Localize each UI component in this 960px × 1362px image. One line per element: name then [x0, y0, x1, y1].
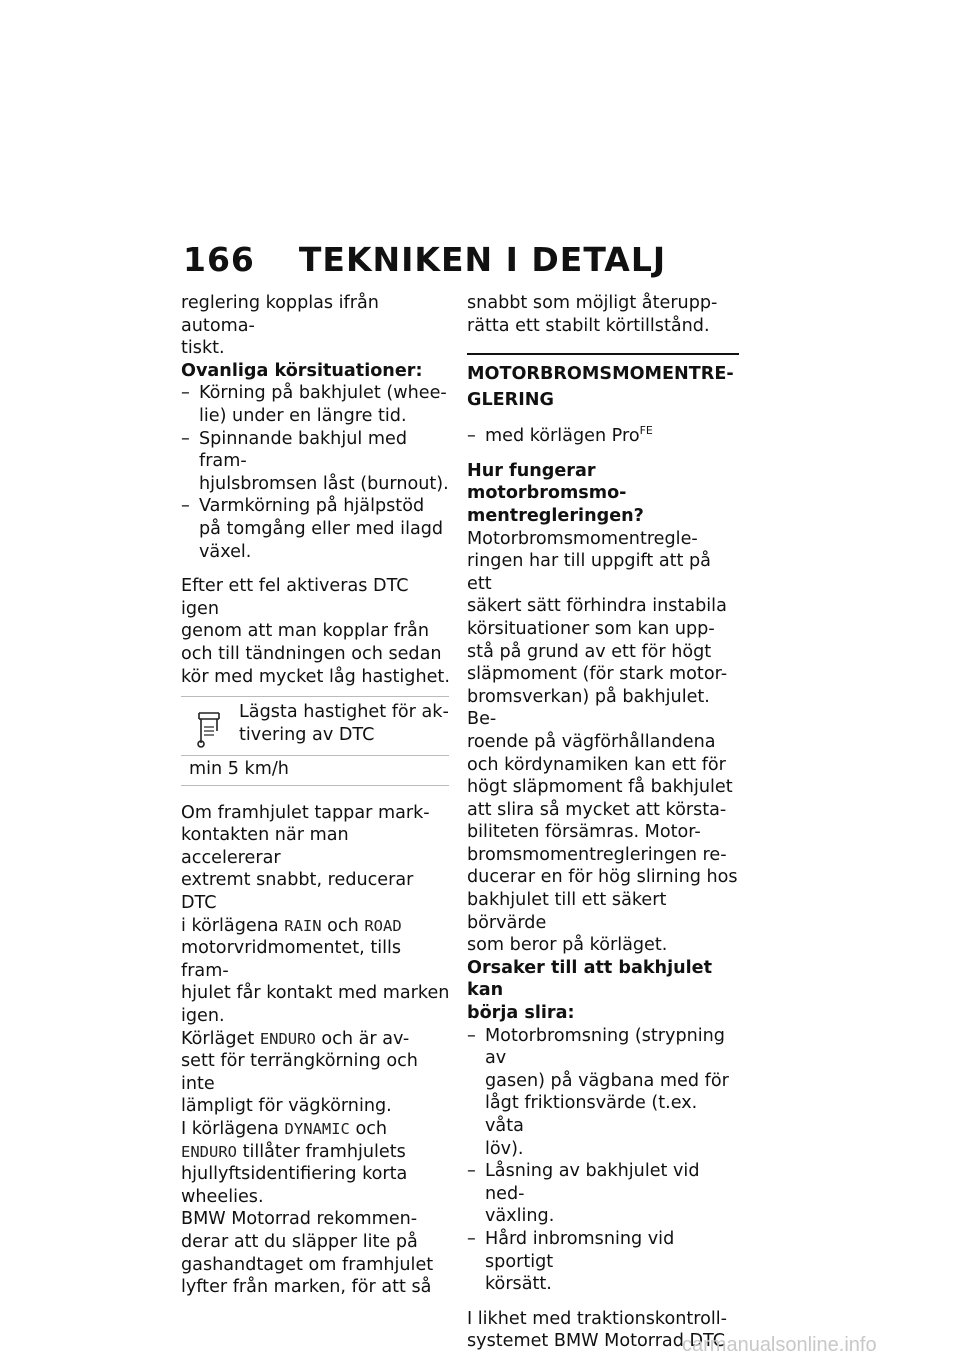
- spec-value: min 5 km/h: [181, 755, 449, 785]
- mode-dynamic: DYNAMIC: [284, 1120, 350, 1138]
- right-column: [467, 292, 739, 1353]
- superscript-fe: FE: [639, 424, 653, 438]
- list-item: – Spinnande bakhjul med fram- hjulsbromsen låst (burnout).: [181, 428, 451, 496]
- paragraph-enduro: Körläget ENDURO och är av- sett för terrängkörning och inte lämpligt för vägkörning.: [181, 1028, 418, 1117]
- unusual-situations-heading: Ovanliga körsituationer:: [181, 360, 423, 381]
- paragraph-wheelies: I körlägena DYNAMIC och ENDURO tillåter framhjulets hjullyftsidentifiering korta wheelies.: [181, 1119, 408, 1207]
- spec-header: [181, 697, 449, 755]
- list-item: – Motorbromsning (strypning av gasen) på vägbana med för lågt friktionsvärde (t.ex. våta löv).: [467, 1025, 739, 1161]
- paragraph-continued: snabbt som möjligt återupp- rätta ett stabilt körtillstånd.: [467, 293, 718, 336]
- list-item: – Körning på bakhjulet (whee- lie) under en längre tid.: [181, 382, 451, 427]
- how-it-works-heading: Hur fungerar motorbromsmo- mentregleringen?: [467, 460, 644, 526]
- riding-mode-list: [467, 425, 739, 448]
- mode-enduro: ENDURO: [259, 1029, 316, 1048]
- wrench-spec-icon: [195, 709, 223, 749]
- paragraph-front-wheel-lift: Om framhjulet tappar mark- kontakten när man accelererar extremt snabbt, reducerar DTC i körlägena RAIN och ROAD motorvridmomentet, tills fram- hjulet får kontakt med marken igen.: [181, 802, 450, 1027]
- list-item: – med körlägen Pro$^{FE}$: [467, 425, 739, 448]
- paragraph-dtc-reactivate: Efter ett fel aktiveras DTC igen genom att man kopplar från och till tändningen och sedan kör med mycket låg hastighet.: [181, 576, 450, 687]
- mode-road: ROAD: [364, 916, 402, 935]
- page-header: [183, 240, 666, 279]
- chapter-title: TEKNIKEN I DETALJ: [298, 240, 667, 279]
- left-column: [181, 292, 451, 1299]
- paragraph-intro: reglering kopplas ifrån automa- tiskt.: [181, 293, 379, 359]
- mode-rain: RAIN: [284, 916, 322, 935]
- watermark: carmanualsonline.info: [682, 1334, 877, 1356]
- section-title: MOTORBROMSMOMENTRE- GLERING: [467, 353, 739, 413]
- causes-heading: Orsaker till att bakhjulet kan börja slira:: [467, 957, 713, 1024]
- page-number: 166: [183, 240, 255, 279]
- causes-list: [467, 1025, 739, 1296]
- list-item: – Hård inbromsning vid sportigt körsätt.: [467, 1228, 739, 1296]
- spec-table: [181, 696, 449, 786]
- how-it-works-body: Motorbromsmomentregle- ringen har till uppgift att på ett säkert sätt förhindra instabila körsituationer som kan upp- stå på grund av ett för högt släpmoment (för stark motor- bromsverkan) på bakhjulet. Be- roende på vägförhållandena och kördynamiken kan ett för högt släpmoment få bakhjulet att slira så mycket att körsta- biliteten försämras. Motor- bromsmomentregleringen re- ducerar en för hög slirning hos bakhjulet till ett säkert börvärde som beror på körläget.: [467, 528, 738, 956]
- list-item: – Låsning av bakhjulet vid ned- växling.: [467, 1160, 739, 1228]
- list-item: – Varmkörning på hjälpstöd på tomgång eller med ilagd växel.: [181, 495, 451, 563]
- paragraph-dtc-similarity: I likhet med traktionskontroll- systemet BMW Motorrad DTC: [467, 1308, 728, 1352]
- mode-enduro: ENDURO: [181, 1142, 237, 1161]
- paragraph-recommendation: BMW Motorrad rekommen- derar att du släpper lite på gashandtaget om framhjulet lyfter från marken, för att så: [181, 1209, 434, 1298]
- unusual-situations-list: [181, 382, 451, 563]
- spec-label: Lägsta hastighet för ak- tivering av DTC: [239, 702, 449, 745]
